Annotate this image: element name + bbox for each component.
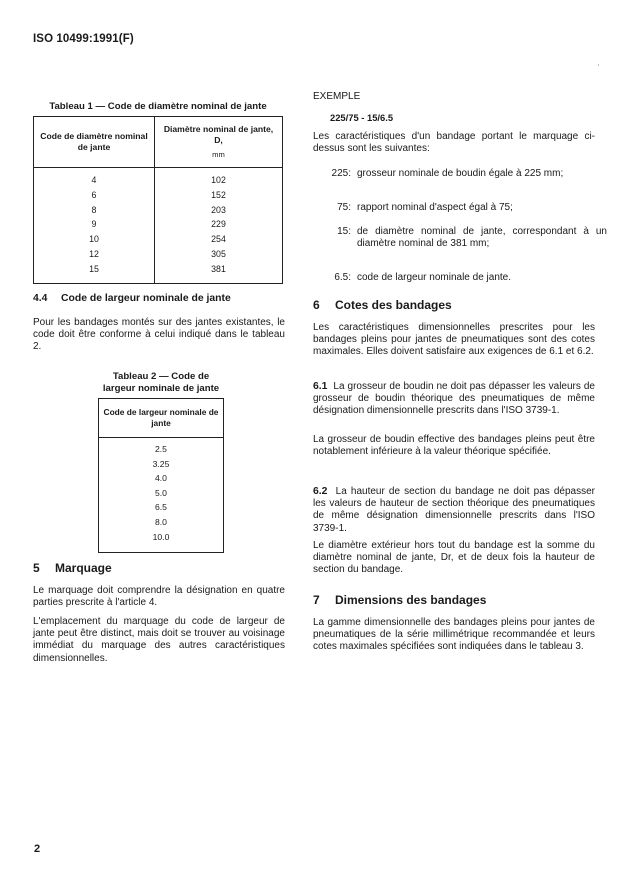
rim-diameter-cell: 305 [211, 248, 226, 259]
section-4-4-heading [33, 293, 231, 304]
section-number: 6.2 [313, 486, 328, 497]
section-4-4-text: Pour les bandages montés sur des jantes existantes, le code doit être conforme à celui indiqué dans le tableau 2. [33, 317, 285, 353]
section-5-para2: L'emplacement du marquage du code de largeur de jante peut être distinct, mais doit se trouver au voisinage immédiat du marquage des autres caractéristiques dimensionnelles. [33, 616, 285, 664]
rim-diameter-cell: 381 [211, 263, 226, 274]
table-row [99, 530, 224, 553]
table1-col2-header-text: Diamètre nominal de jante, D, [163, 124, 274, 145]
section-number: 4.4 [33, 293, 48, 304]
rim-width-code-cell: 3.25 [152, 458, 170, 469]
rim-width-code-cell: 8.0 [155, 516, 167, 527]
table-row [34, 217, 283, 232]
table-row [99, 438, 224, 457]
example-item-key: 75: [337, 202, 351, 213]
table2-caption-line2: largeur nominale de jante [102, 383, 220, 394]
section-number: 5 [33, 561, 40, 575]
table-row [34, 262, 283, 283]
example-item-value: code de largeur nominale de jante. [357, 272, 511, 283]
section-7-heading [313, 593, 486, 607]
example-intro: Les caractéristiques d'un bandage portant le marquage ci-dessus sont les suivantes: [313, 131, 595, 155]
rim-diameter-cell: 203 [211, 204, 226, 215]
rim-diameter-cell: 229 [211, 219, 226, 230]
scan-speck [598, 64, 599, 66]
section-title: Dimensions des bandages [335, 593, 487, 607]
table-rim-diameter-code [33, 116, 283, 284]
page-number: 2 [34, 843, 41, 855]
rim-width-code-cell: 2.5 [155, 444, 167, 454]
section-title: Marquage [55, 561, 112, 575]
table-row [99, 457, 224, 472]
rim-code-cell: 8 [34, 203, 155, 218]
section-6-heading [313, 298, 452, 312]
section-title: Cotes des bandages [335, 298, 452, 312]
example-item-key: 225: [331, 168, 351, 179]
section-6-1-para2: La grosseur de boudin effective des bandages pleins peut être notablement inférieure à la valeur théorique spécifiée. [313, 434, 595, 458]
table2-caption-line1: Tableau 2 — Code de [112, 371, 210, 382]
rim-diameter-cell: 254 [211, 234, 226, 245]
rim-width-code-cell: 10.0 [152, 531, 170, 542]
section-6-1-body: La grosseur de boudin ne doit pas dépasser les valeurs de grosseur de boudin théorique des pneumatiques de même désignation dimensionnelle prescrits dans l'ISO 3739-1. [313, 381, 595, 417]
table1-col1-header: Code de diamètre nominal de jante [34, 117, 155, 168]
table-row [99, 500, 224, 515]
example-label: EXEMPLE [313, 91, 361, 102]
table-row [99, 471, 224, 486]
table1-col2-unit: mm [212, 150, 225, 159]
rim-code-cell: 9 [34, 217, 155, 232]
table-row [34, 247, 283, 262]
section-5-para1: Le marquage doit comprendre la désignation en quatre parties prescrite à l'article 4. [33, 585, 285, 609]
table-row [99, 515, 224, 530]
table2-col-header: Code de largeur nominale de jante [99, 399, 224, 438]
rim-code-cell: 10 [34, 232, 155, 247]
section-7-text: La gamme dimensionnelle des bandages pleins pour jantes de pneumatiques de la série millimétrique recommandée et leurs cotes maximales spécifiées sont indiquées dans le tableau 3. [313, 617, 595, 653]
example-item-value: grosseur nominale de boudin égale à 225 mm; [357, 168, 564, 179]
section-5-heading [33, 561, 112, 575]
example-item-value: de diamètre nominal de jante, correspondant à un diamètre nominal de 381 mm; [357, 226, 607, 250]
rim-code-cell: 12 [34, 247, 155, 262]
rim-diameter-cell: 102 [211, 175, 226, 185]
table-row [34, 168, 283, 188]
section-number: 6.1 [313, 381, 328, 392]
section-6-text: Les caractéristiques dimensionnelles prescrites pour les bandages pleins pour jantes de pneumatiques sont des cotes maximales. Elles doivent satisfaire aux exigences de 6.1 et 6.2. [313, 322, 595, 358]
section-6-2-body: La hauteur de section du bandage ne doit pas dépasser les valeurs de hauteur de section théorique des pneumatiques de même désignation dimensionnelle prescrits dans l'ISO 3739-1. [313, 486, 595, 534]
table-row [99, 486, 224, 501]
rim-width-code-cell: 6.5 [155, 502, 167, 513]
example-marking: 225/75 - 15/6.5 [330, 112, 394, 123]
table1-col2-header [155, 117, 283, 168]
section-title: Code de largeur nominale de jante [61, 293, 231, 304]
table-row [34, 188, 283, 203]
rim-width-code-cell: 5.0 [155, 487, 167, 498]
table-row [34, 203, 283, 218]
table-rim-width-code [98, 398, 224, 553]
document-id: ISO 10499:1991(F) [33, 33, 134, 45]
rim-diameter-cell: 152 [211, 189, 226, 200]
section-6-2-text [313, 486, 595, 535]
example-item-key: 15: [337, 226, 351, 237]
section-number: 7 [313, 593, 320, 607]
example-item-key: 6.5: [334, 272, 351, 283]
rim-width-code-cell: 4.0 [155, 473, 167, 484]
rim-code-cell: 15 [34, 262, 155, 283]
section-number: 6 [313, 298, 320, 312]
section-6-1-text [313, 381, 595, 418]
rim-code-cell: 4 [34, 168, 155, 188]
rim-code-cell: 6 [34, 188, 155, 203]
table-row [34, 232, 283, 247]
example-item-value: rapport nominal d'aspect égal à 75; [357, 202, 513, 213]
table2-caption [88, 371, 234, 395]
table1-caption: Tableau 1 — Code de diamètre nominal de jante [49, 101, 267, 112]
section-6-2-para2: Le diamètre extérieur hors tout du bandage est la somme du diamètre nominal de jante, Dr, et de deux fois la hauteur de section du bandage. [313, 540, 595, 576]
